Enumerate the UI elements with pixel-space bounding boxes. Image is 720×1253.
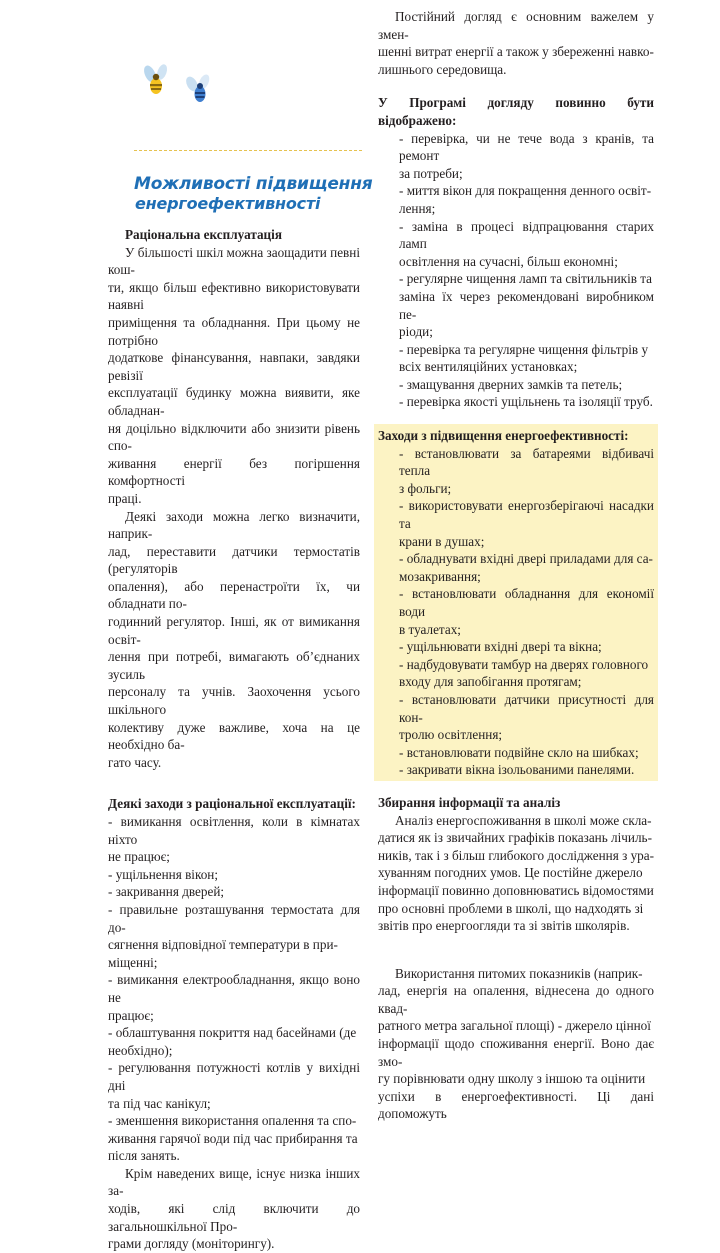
list-item: мозакривання; (399, 568, 481, 584)
text-line: праці. (108, 490, 142, 506)
text-line: персоналу та учнів. Заохочення усього шкільного (108, 684, 360, 718)
text-line: живання енергії без погіршення комфортності (108, 455, 360, 489)
paragraph-measures-intro (108, 508, 360, 772)
list-item: - змащування дверних замків та петель; (399, 376, 623, 392)
list-item: лення; (399, 200, 436, 216)
list-item: заміна їх через рекомендовані виробником пе- (399, 288, 654, 322)
list-item: - перевірка та регулярне чищення фільтрів у (399, 341, 649, 357)
efficiency-list (378, 445, 654, 779)
bees-illustration (140, 62, 230, 110)
list-item: - закривати вікна ізольованими панелями. (399, 762, 635, 778)
list-item: з фольги; (399, 480, 452, 496)
list-item: крани в душах; (399, 533, 485, 549)
text-line: про основні проблеми в школі, що надходять зі (378, 900, 644, 916)
list-item: - заміна в процесі відпрацювання старих ламп (399, 218, 654, 252)
text-line: датися як із звичайних графіків показань лічиль- (378, 830, 652, 846)
efficiency-box (374, 424, 658, 781)
bee-yellow-icon (142, 63, 169, 94)
text-line: лишнього середовища. (378, 61, 507, 77)
list-item: - облаштування покриття над басейнами (де (108, 1025, 357, 1041)
paragraph-closing (108, 1165, 360, 1253)
list-item: - ущільнювати вхідні двері та вікна; (399, 639, 602, 655)
box-title: Заходи з підвищення енергоефективності: (378, 428, 629, 444)
text-line: гато часу. (108, 754, 162, 770)
text-line: ратного метра загальної площі) - джерело цінної (378, 1018, 651, 1034)
text-line: годинний регулятор. Інші, як от вимикання освіт- (108, 614, 360, 647)
list-item: живання гарячої води під час прибирання та (108, 1130, 358, 1146)
right-column (378, 8, 654, 1123)
list-item: - миття вікон для покращення денного освіт- (399, 183, 652, 199)
list-item: освітлення на сучасні, більш економні; (399, 253, 618, 269)
text-line: інформації повинно доповнюватись відомостями (378, 882, 654, 898)
text-line: звітів про енергоогляди та зі звітів школярів. (378, 918, 630, 934)
list-item: тролю освітлення; (399, 727, 503, 743)
measures-list (108, 813, 360, 1165)
list-item: - регулювання потужності котлів у вихідні дні (108, 1060, 360, 1093)
page-heading (134, 174, 373, 213)
text-line: Аналіз енергоспоживання в школі може скла- (395, 812, 652, 828)
left-column (108, 226, 360, 1253)
text-line: ня доцільно відключити або знизити рівень спо- (108, 420, 360, 454)
list-item: не працює; (108, 849, 170, 865)
list-item: - перевірка, чи не тече вода з кранів, та ремонт (399, 130, 654, 164)
text-line: лад, переставити датчики термостатів (регуляторів (108, 543, 360, 577)
program-title: У Програмі догляду повинно бути відображено: (378, 95, 654, 128)
section-title-rational: Раціональна експлуатація (125, 227, 282, 242)
text-line: експлуатації будинку можна виявити, яке обладнан- (108, 385, 360, 418)
text-line: хуванням погодних умов. Це постійне джерело (378, 865, 643, 881)
heading-line-1: Можливості підвищення (134, 174, 373, 194)
text-line: лад, енергія на опалення, віднесена до одного квад- (378, 983, 654, 1016)
list-item: всіх вентиляційних установках; (399, 359, 578, 375)
text-line: У більшості шкіл можна заощадити певні кош- (108, 244, 360, 278)
paragraph-indicators (378, 965, 654, 1123)
paragraph-info (378, 812, 654, 935)
program-list (378, 130, 654, 412)
list-item: - встановлювати обладнання для економії води (399, 586, 654, 619)
list-item: - ущільнення вікон; (108, 866, 219, 882)
list-item: та під час канікул; (108, 1095, 211, 1111)
text-line: Деякі заходи можна легко визначити, наприк- (108, 508, 360, 542)
list-item: - зменшення використання опалення та спо- (108, 1113, 357, 1129)
list-item: - використовувати енергозберігаючі насадки та (399, 498, 654, 532)
text-line: успіхи в енергоефективності. Ці дані допоможуть (378, 1088, 654, 1122)
list-item: сягнення відповідної температури в при- (108, 937, 338, 953)
heading-line-2: енергоефективності (135, 194, 321, 213)
text-line: опалення), або перенастроїти їх, чи обладнати по- (108, 578, 360, 612)
paragraph-monitoring (378, 8, 654, 78)
text-line: гу порівнювати одну школу з іншою та оцінити (378, 1071, 646, 1087)
info-title: Збирання інформації та аналіз (378, 794, 561, 810)
list-item: в туалетах; (399, 621, 461, 637)
text-line: приміщення та обладнання. При цьому не потрібно (108, 314, 360, 348)
list-item: - обладнувати вхідні двері приладами для са- (399, 551, 653, 567)
text-line: грами догляду (моніторингу). (108, 1236, 275, 1252)
list-item: - правильне розташування термостата для до- (108, 901, 360, 935)
list-item: ріоди; (399, 324, 433, 340)
list-item: - вимикання освітлення, коли в кімнатах ніхто (108, 814, 360, 847)
list-item: - закривання дверей; (108, 884, 225, 900)
measures-title: Деякі заходи з раціональної експлуатації: (108, 796, 356, 812)
list-item: за потреби; (399, 165, 463, 181)
list-item: працює; (108, 1007, 154, 1023)
text-line: шенні витрат енергії а також у збереженні навко- (378, 44, 654, 60)
heading-divider (134, 150, 362, 152)
text-line: колективу дуже важливе, хоча на це необхідно ба- (108, 719, 360, 753)
text-line: ти, якщо більш ефективно використовувати наявні (108, 279, 360, 313)
list-item: - встановлювати датчики присутності для кон- (399, 691, 654, 725)
list-item: - вимикання електрообладнання, якщо воно не (108, 972, 360, 1005)
text-line: Крім наведених вище, існує низка інших за- (108, 1165, 360, 1199)
list-item: необхідно); (108, 1042, 173, 1058)
text-line: інформації щодо споживання енергії. Воно дає змо- (378, 1036, 654, 1069)
list-item: - встановлювати подвійне скло на шибках; (399, 744, 639, 760)
list-item: - перевірка якості ущільнень та ізоляції труб. (399, 394, 653, 410)
text-line: додаткове фінансування, навпаки, завдяки ревізії (108, 350, 360, 383)
list-item: - надбудовувати тамбур на дверях головного (399, 656, 649, 672)
list-item: після занять. (108, 1148, 180, 1164)
text-line: лення при потребі, вимагають об’єднаних зусиль (108, 649, 360, 682)
paragraph-savings (108, 244, 360, 508)
text-line: ників, так і з більш глибокого дослідження з ура- (378, 847, 655, 863)
text-line: ходів, які слід включити до загальношкільної Про- (108, 1201, 360, 1234)
list-item: - встановлювати за батареями відбивачі тепла (399, 445, 654, 479)
text-line: Постійний догляд є основним важелем у змен- (378, 9, 654, 42)
text-line: Використання питомих показників (наприк- (395, 965, 643, 981)
list-item: міщенні; (108, 954, 158, 970)
list-item: входу для запобігання протягам; (399, 674, 582, 690)
list-item: - регулярне чищення ламп та світильників та (399, 271, 653, 287)
bee-blue-icon (184, 73, 212, 102)
